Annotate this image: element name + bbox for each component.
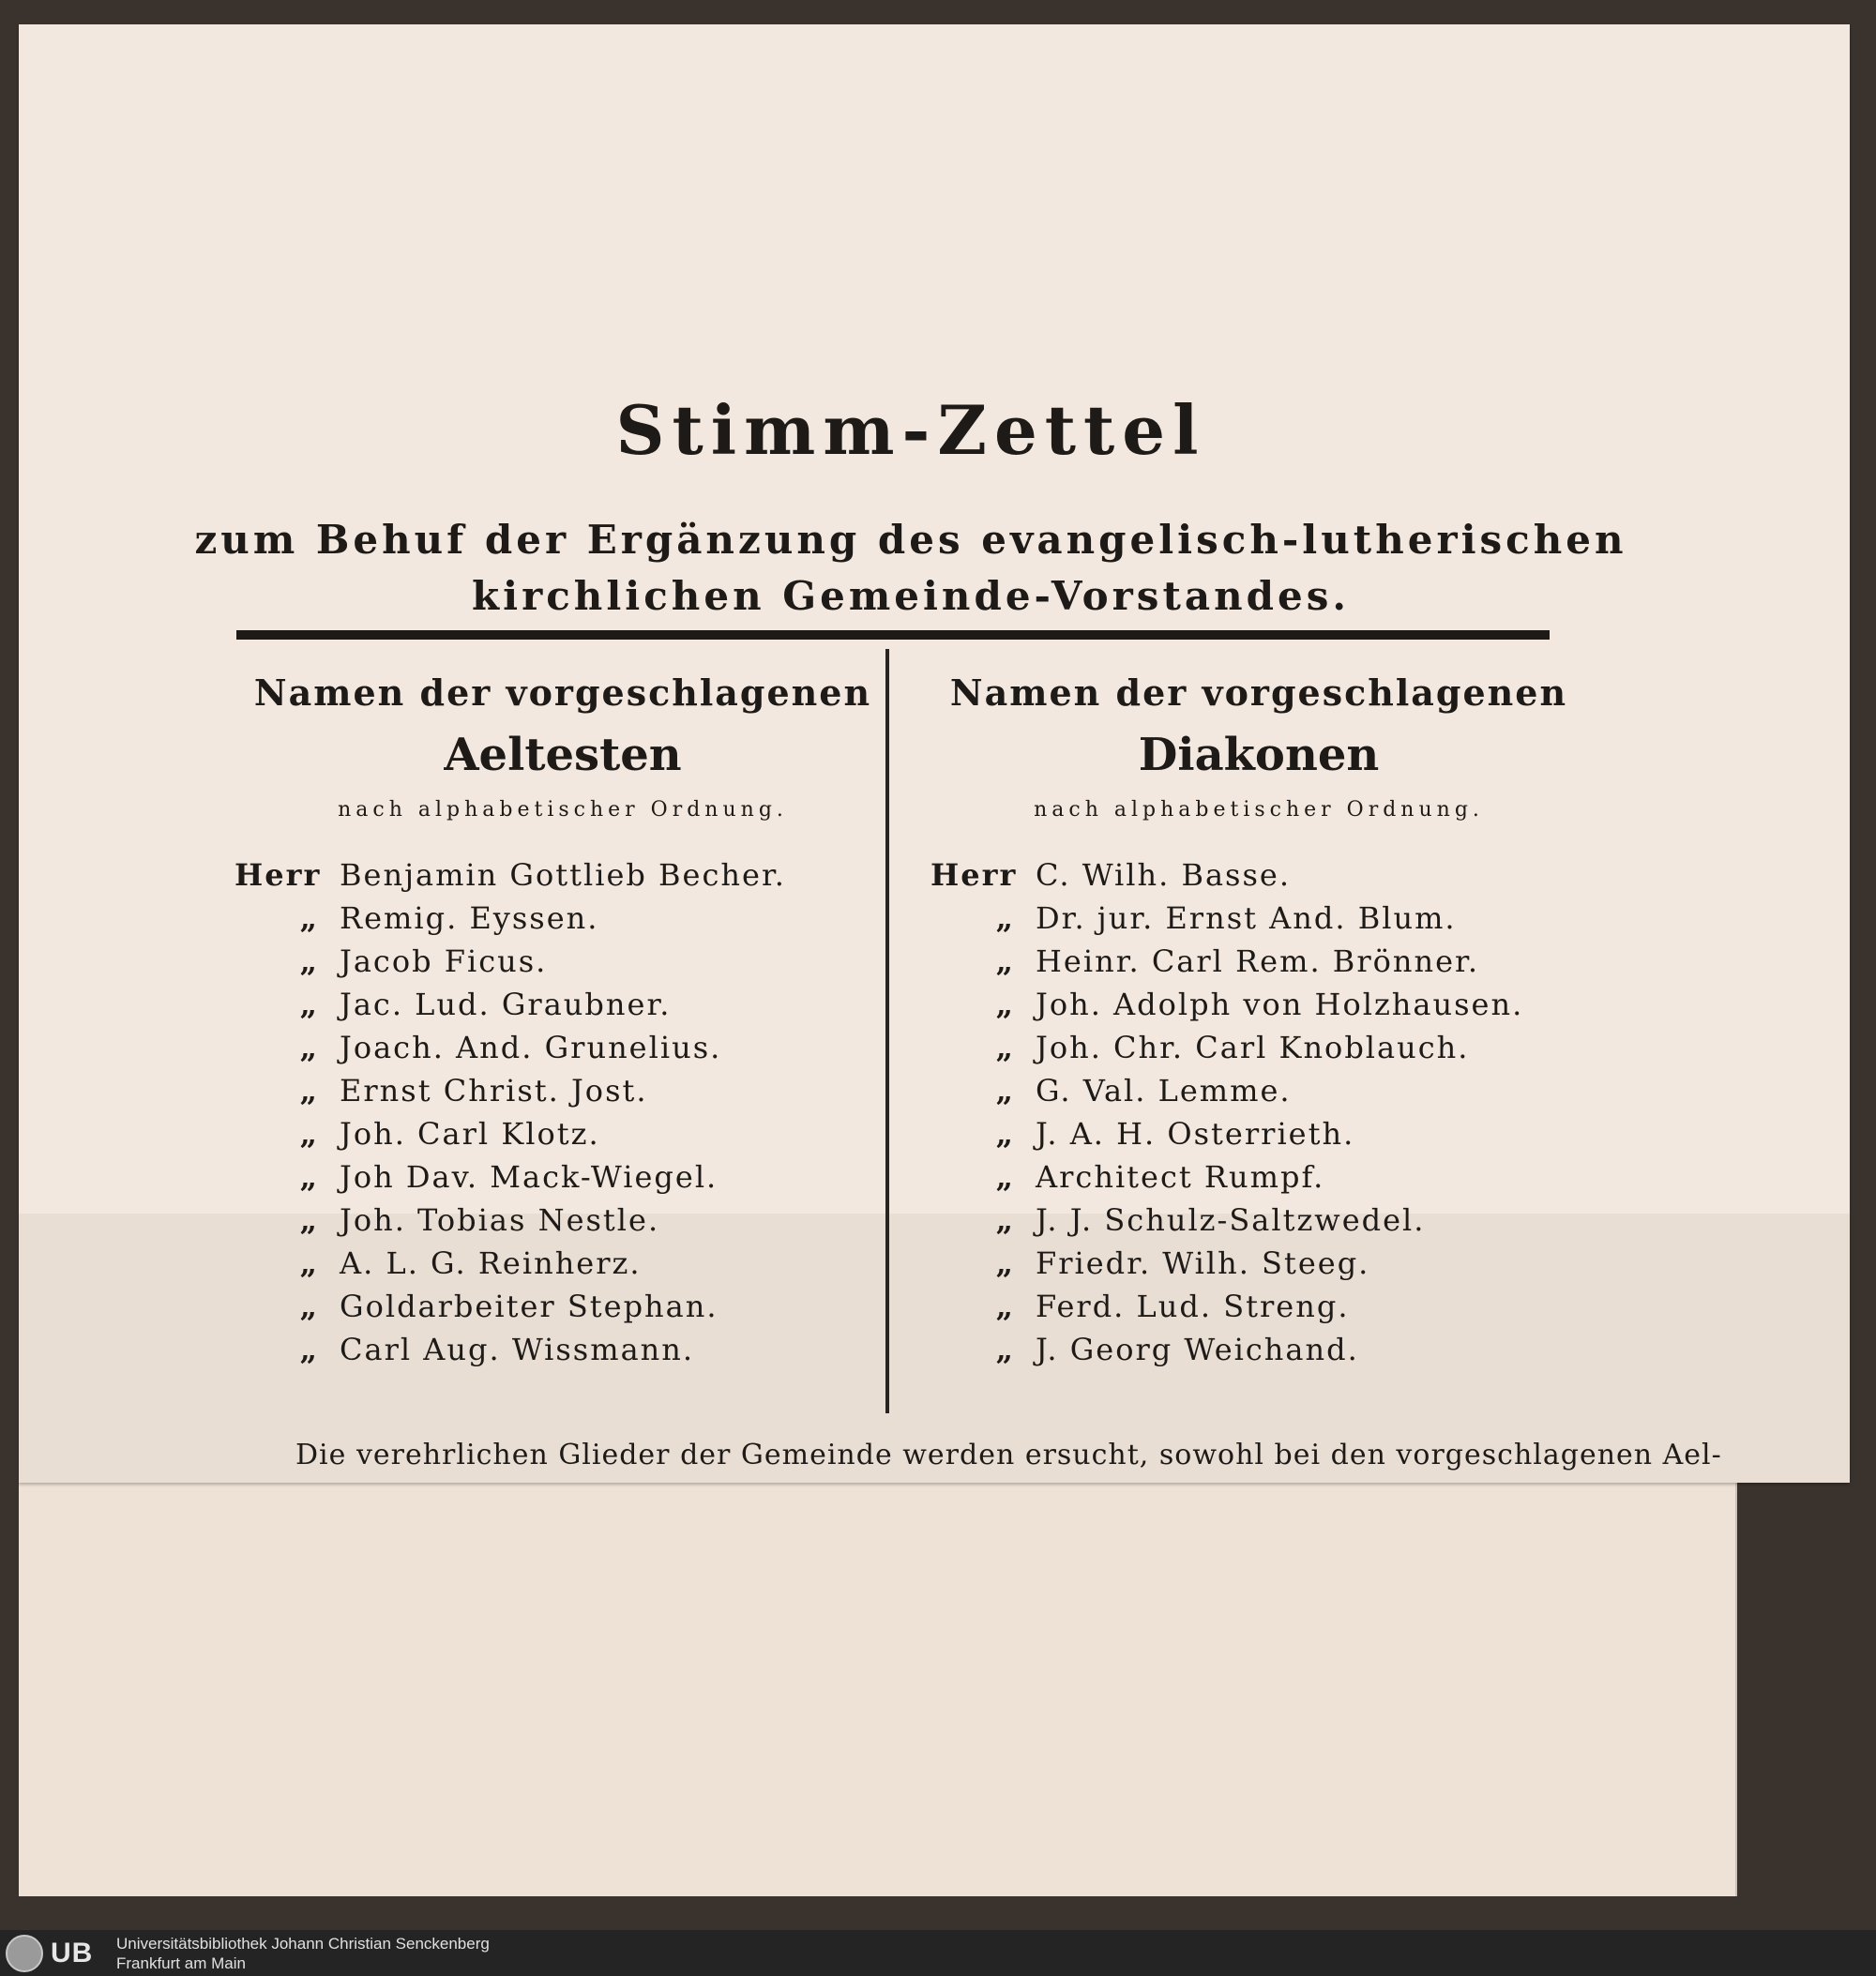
list-item bbox=[930, 1069, 1587, 1112]
list-item bbox=[234, 1112, 891, 1155]
candidate-name: Ferd. Lud. Streng. bbox=[1036, 1289, 1350, 1324]
candidate-name: Joh. Carl Klotz. bbox=[340, 1116, 600, 1152]
list-item bbox=[234, 1069, 891, 1112]
name-prefix: „ bbox=[299, 987, 319, 1022]
candidate-name: Joh Dav. Mack-Wiegel. bbox=[340, 1159, 719, 1195]
deacons-list bbox=[930, 853, 1587, 1371]
candidate-name: Joh. Adolph von Holzhausen. bbox=[1036, 987, 1524, 1022]
candidate-name: J. A. H. Osterrieth. bbox=[1036, 1116, 1355, 1152]
folded-lower-sheet bbox=[19, 1463, 1737, 1896]
deacons-title: Diakonen bbox=[1138, 729, 1380, 781]
elders-note: nach alphabetischer Ordnung. bbox=[338, 798, 788, 822]
list-item bbox=[234, 853, 891, 897]
name-prefix: „ bbox=[995, 1116, 1015, 1152]
list-item bbox=[234, 1155, 891, 1199]
name-prefix: „ bbox=[995, 1289, 1015, 1324]
candidate-name: Goldarbeiter Stephan. bbox=[340, 1289, 719, 1324]
candidate-name: Benjamin Gottlieb Becher. bbox=[340, 857, 786, 893]
subtitle-line-2: kirchlichen Gemeinde-Vorstandes. bbox=[472, 573, 1350, 619]
name-prefix: „ bbox=[995, 900, 1015, 936]
candidate-name: Joach. And. Grunelius. bbox=[340, 1030, 722, 1065]
list-item bbox=[930, 1242, 1587, 1285]
name-prefix: „ bbox=[299, 1202, 319, 1238]
deacons-column bbox=[930, 671, 1587, 1371]
seal-icon bbox=[6, 1935, 43, 1972]
candidate-name: Dr. jur. Ernst And. Blum. bbox=[1036, 900, 1457, 936]
library-logo bbox=[0, 1930, 113, 1976]
heading-rule bbox=[236, 630, 1550, 640]
list-item bbox=[234, 1328, 891, 1371]
library-city: Frankfurt am Main bbox=[116, 1954, 246, 1972]
list-item bbox=[234, 1026, 891, 1069]
closing-instructions: Die verehrlichen Glieder der Gemeinde werden ersucht, sowohl bei den vorgeschlagenen Ael- bbox=[295, 1439, 1722, 1471]
candidate-name: Joh. Chr. Carl Knoblauch. bbox=[1036, 1030, 1470, 1065]
candidate-name: C. Wilh. Basse. bbox=[1036, 857, 1291, 893]
list-item bbox=[930, 1328, 1587, 1371]
elders-title: Aeltesten bbox=[444, 729, 682, 781]
name-prefix: „ bbox=[995, 1245, 1015, 1281]
library-footer bbox=[0, 1930, 1876, 1976]
candidate-name: Jacob Ficus. bbox=[340, 943, 548, 979]
list-item bbox=[234, 1199, 891, 1242]
list-item bbox=[234, 897, 891, 940]
candidate-name: Ernst Christ. Jost. bbox=[340, 1073, 648, 1109]
candidate-name: Carl Aug. Wissmann. bbox=[340, 1332, 695, 1367]
name-prefix: „ bbox=[299, 1030, 319, 1065]
name-prefix: „ bbox=[299, 1159, 319, 1195]
list-item bbox=[930, 1155, 1587, 1199]
candidate-name: Heinr. Carl Rem. Brönner. bbox=[1036, 943, 1479, 979]
list-item bbox=[234, 1242, 891, 1285]
deacons-note: nach alphabetischer Ordnung. bbox=[1034, 798, 1484, 822]
name-prefix: „ bbox=[299, 1073, 319, 1109]
elders-heading: Namen der vorgeschlagenen bbox=[253, 671, 872, 714]
list-item bbox=[930, 983, 1587, 1026]
name-prefix: „ bbox=[299, 1245, 319, 1281]
list-item bbox=[234, 940, 891, 983]
name-prefix: Herr bbox=[930, 857, 1018, 893]
library-name: Universitätsbibliothek Johann Christian Senckenberg bbox=[116, 1935, 490, 1953]
candidate-name: Remig. Eyssen. bbox=[340, 900, 599, 936]
candidate-name: Architect Rumpf. bbox=[1036, 1159, 1325, 1195]
list-item bbox=[930, 1112, 1587, 1155]
document-subtitle bbox=[19, 512, 1803, 625]
library-credit bbox=[116, 1934, 490, 1973]
deacons-heading: Namen der vorgeschlagenen bbox=[949, 671, 1568, 714]
name-prefix: „ bbox=[995, 943, 1015, 979]
subtitle-line-1: zum Behuf der Ergänzung des evangelisch-lutherischen bbox=[194, 517, 1627, 563]
list-item bbox=[234, 1285, 891, 1328]
name-prefix: „ bbox=[995, 1159, 1015, 1195]
elders-column bbox=[234, 671, 891, 1371]
list-item bbox=[930, 853, 1587, 897]
name-prefix: „ bbox=[995, 1073, 1015, 1109]
name-prefix: „ bbox=[299, 900, 319, 936]
list-item bbox=[930, 1199, 1587, 1242]
name-prefix: „ bbox=[995, 987, 1015, 1022]
name-prefix: „ bbox=[299, 943, 319, 979]
list-item bbox=[930, 940, 1587, 983]
document-title: Stimm-Zettel bbox=[615, 390, 1206, 470]
candidate-name: Jac. Lud. Graubner. bbox=[340, 987, 672, 1022]
name-prefix: „ bbox=[299, 1289, 319, 1324]
ballot-sheet bbox=[19, 24, 1850, 1483]
name-prefix: „ bbox=[995, 1332, 1015, 1367]
list-item bbox=[930, 1285, 1587, 1328]
list-item bbox=[930, 897, 1587, 940]
candidate-name: Joh. Tobias Nestle. bbox=[340, 1202, 660, 1238]
elders-list bbox=[234, 853, 891, 1371]
candidate-name: A. L. G. Reinherz. bbox=[340, 1245, 642, 1281]
name-prefix: „ bbox=[995, 1202, 1015, 1238]
name-prefix: „ bbox=[299, 1332, 319, 1367]
candidate-name: Friedr. Wilh. Steeg. bbox=[1036, 1245, 1370, 1281]
name-prefix: „ bbox=[995, 1030, 1015, 1065]
list-item bbox=[930, 1026, 1587, 1069]
candidate-name: J. Georg Weichand. bbox=[1036, 1332, 1359, 1367]
list-item bbox=[234, 983, 891, 1026]
name-prefix: Herr bbox=[234, 857, 322, 893]
candidate-name: G. Val. Lemme. bbox=[1036, 1073, 1292, 1109]
name-prefix: „ bbox=[299, 1116, 319, 1152]
logo-text: UB bbox=[51, 1937, 94, 1968]
candidate-name: J. J. Schulz-Saltzwedel. bbox=[1036, 1202, 1426, 1238]
